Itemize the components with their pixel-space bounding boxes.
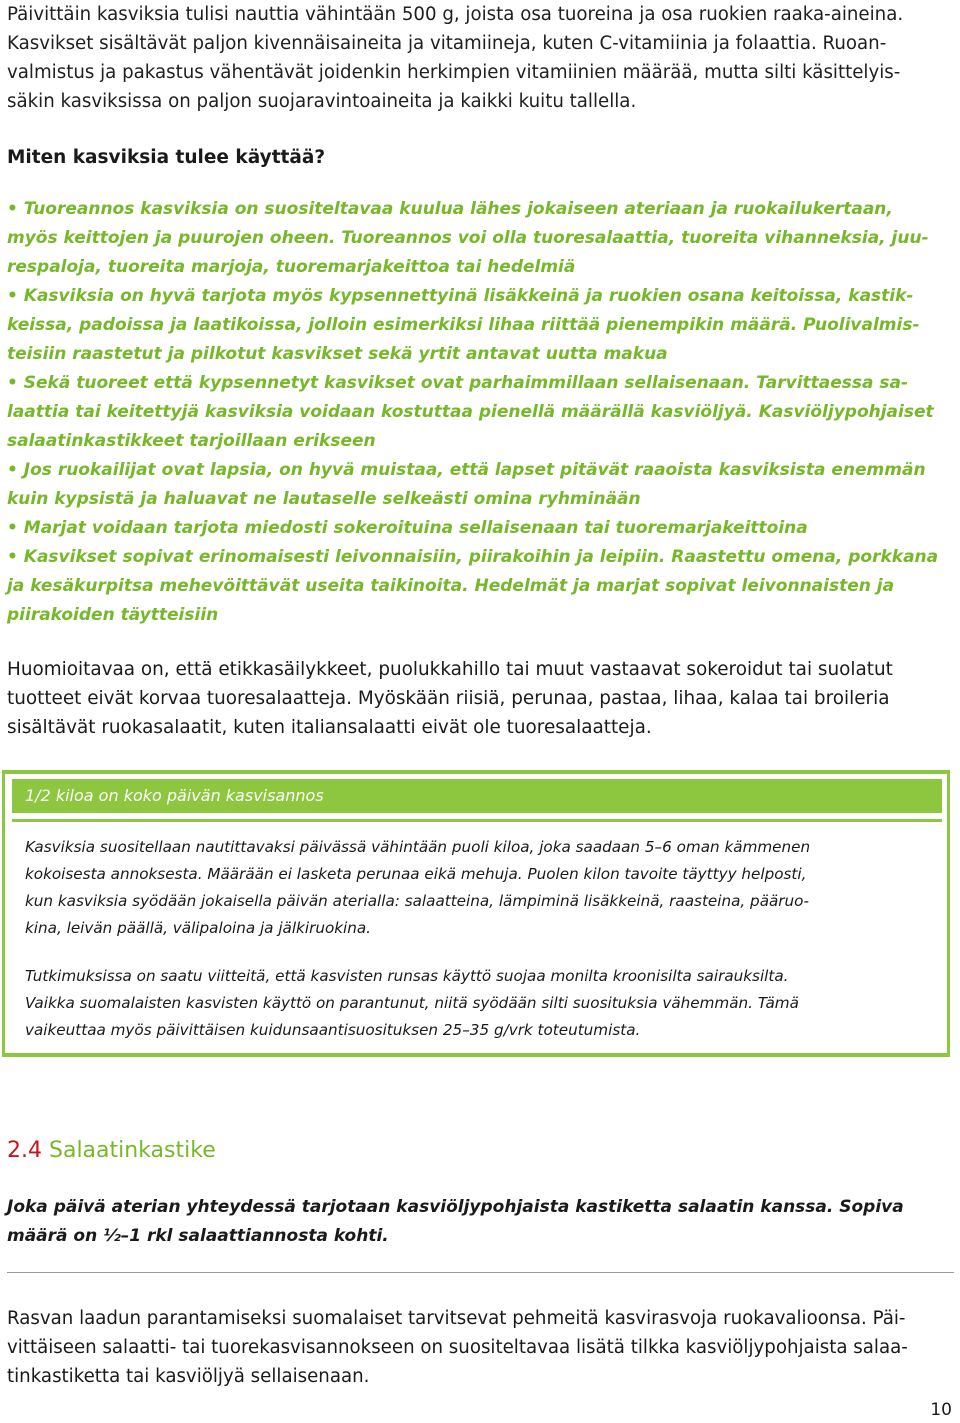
bullet-text: • Kasviksia on hyvä tarjota myös kypsennettyinä lisäkkeinä ja ruokien osana keitoissa, kastik- [7, 286, 914, 306]
bullet-line [7, 340, 953, 369]
lead-line: määrä on ½–1 rkl salaattiannosta kohti. [7, 1226, 389, 1246]
bullet-text: Tuoreannos voi olla tuoresalaattia, tuoreita vihanneksia, juu- [341, 228, 929, 248]
bullet-line [7, 369, 953, 398]
bullet-line [7, 253, 953, 282]
bullet-line [7, 485, 953, 514]
bullet-line [7, 398, 953, 427]
intro-line: Kasvikset sisältävät paljon kivennäisaineita ja vitamiineja, kuten C-vitamiinia ja folaattia. Ruoan- [7, 33, 887, 54]
bullet-line [7, 456, 953, 485]
closing-line: tinkastiketta tai kasviöljyä sellaisenaan. [7, 1366, 370, 1387]
info-box-title: 1/2 kiloa on koko päivän kasvisannos [25, 786, 324, 805]
bullet-text: piirakoiden täytteisiin [7, 605, 219, 625]
info-box-line: kun kasviksia syödään jokaisella päivän aterialla: salaatteina, lämpiminä lisäkkeinä, raasteina, pääruo- [25, 892, 809, 910]
note-line: sisältävät ruokasalaatit, kuten italiansalaatti eivät ole tuoresalaatteja. [7, 717, 652, 738]
bullet-text: myös keittojen ja puurojen oheen. [7, 228, 342, 248]
info-box-line: kokoisesta annoksesta. Määrään ei lasketa perunaa eikä mehuja. Puolen kilon tavoite täyttyy helposti, [25, 865, 807, 883]
bullet-text: laattia tai keitettyjä kasviksia voidaan kostuttaa pienellä määrällä kasviöljyä. [7, 402, 759, 422]
bullet-line [7, 601, 953, 630]
intro-line: Päivittäin kasviksia tulisi nauttia vähintään 500 g, joista osa tuoreina ja osa ruokien raaka-aineina. [7, 4, 904, 25]
closing-line: Rasvan laadun parantamiseksi suomalaiset tarvitsevat pehmeitä kasvirasvoja ruokavalioonsa. Päi- [7, 1308, 906, 1329]
bullet-line [7, 282, 953, 311]
bullet-text: Raastettu omena, porkkana [671, 547, 939, 567]
bullet-text: Kasviöljypohjaiset [758, 402, 934, 422]
section-number: 2.4 [7, 1138, 42, 1163]
note-paragraph [7, 655, 953, 742]
intro-line: valmistus ja pakastus vähentävät joidenkin herkimpien vitamiinien määrää, mutta silti käsittelyis- [7, 62, 901, 83]
info-box-paragraph [25, 963, 935, 1044]
bullet-line [7, 514, 953, 543]
page-number: 10 [930, 1400, 952, 1420]
info-box [2, 770, 950, 1057]
info-box-line: Vaikka suomalaisten kasvisten käyttö on parantunut, niitä syödään silti suosituksia vähemmän. Tämä [25, 994, 799, 1012]
bullet-text: Hedelmät ja marjat sopivat leivonnaisten ja [474, 576, 895, 596]
usage-bullet-list [7, 195, 953, 630]
info-box-line: Kasviksia suositellaan nautittavaksi päivässä vähintään puoli kiloa, joka saadaan 5–6 oman kämmenen [25, 838, 811, 856]
info-box-line: Tutkimuksissa on saatu viitteitä, että kasvisten runsas käyttö suojaa monilta kroonisilta sairauksilta. [25, 967, 789, 985]
info-box-paragraph [25, 834, 935, 942]
closing-line: vittäiseen salaatti- tai tuorekasvisannokseen on suositeltavaa lisätä tilkka kasviöljypohjaista salaa- [7, 1337, 908, 1358]
bullet-text: ja kesäkurpitsa mehevöittävät useita taikinoita. [7, 576, 475, 596]
bullet-text: salaatinkastikkeet tarjoillaan erikseen [7, 431, 376, 451]
info-box-line: vaikeuttaa myös päivittäisen kuidunsaantisuosituksen 25–35 g/vrk toteutumista. [25, 1021, 641, 1039]
info-box-title-bar [12, 779, 942, 813]
bullet-line [7, 427, 953, 456]
bullet-line [7, 543, 953, 572]
bullet-line [7, 311, 953, 340]
bullet-text: • Marjat voidaan tarjota miedosti sokeroituina sellaisenaan tai tuoremarjakeittoina [7, 518, 808, 538]
bullet-text: • Kasvikset sopivat erinomaisesti leivonnaisiin, piirakoihin ja leipiin. [7, 547, 672, 567]
bullet-text: Tarvittaessa sa- [756, 373, 909, 393]
bullet-text: respaloja, tuoreita marjoja, tuoremarjakeittoa tai hedelmiä [7, 257, 576, 277]
bullet-text: teisiin raastetut ja pilkotut kasvikset sekä yrtit antavat uutta makua [7, 344, 668, 364]
closing-paragraph [7, 1304, 953, 1391]
intro-paragraph [7, 0, 957, 116]
question-heading: Miten kasviksia tulee käyttää? [7, 147, 326, 168]
bullet-text: • Jos ruokailijat ovat lapsia, on hyvä muistaa, että lapset pitävät raaoista kasviksista enemmän [7, 460, 926, 480]
info-box-line: kina, leivän päällä, välipaloina ja jälkiruokina. [25, 919, 372, 937]
note-line: Huomioitavaa on, että etikkasäilykkeet, puolukkahillo tai muut vastaavat sokeroidut tai suolatut [7, 659, 893, 680]
bullet-text: keissa, padoissa ja laatikoissa, jolloin esimerkiksi lihaa riittää pienempikin määrä. [7, 315, 804, 335]
note-line: tuotteet eivät korvaa tuoresalaatteja. Myöskään riisiä, perunaa, pastaa, lihaa, kalaa tai broileria [7, 688, 890, 709]
bullet-text: • Tuoreannos kasviksia on suositeltavaa kuulua lähes jokaiseen ateriaan ja ruokailukertaan, [7, 199, 893, 219]
section-title-text: Salaatinkastike [49, 1138, 216, 1163]
bullet-line [7, 195, 953, 224]
bullet-text: Puolivalmis- [803, 315, 920, 335]
bullet-line [7, 224, 953, 253]
bullet-text: • Sekä tuoreet että kypsennetyt kasvikset ovat parhaimmillaan sellaisenaan. [7, 373, 757, 393]
intro-line: säkin kasviksissa on paljon suojaravintoaineita ja kaikki kuitu tallella. [7, 91, 637, 112]
lead-line: Joka päivä aterian yhteydessä tarjotaan kasviöljypohjaista kastiketta salaatin kanssa. Sopiva [7, 1197, 904, 1217]
horizontal-divider [7, 1272, 954, 1273]
info-box-body [12, 819, 942, 1047]
bullet-line [7, 572, 953, 601]
section-heading [7, 1135, 216, 1167]
bullet-text: kuin kypsistä ja haluavat ne lautaselle selkeästi omina ryhminään [7, 489, 641, 509]
lead-paragraph [7, 1193, 953, 1251]
